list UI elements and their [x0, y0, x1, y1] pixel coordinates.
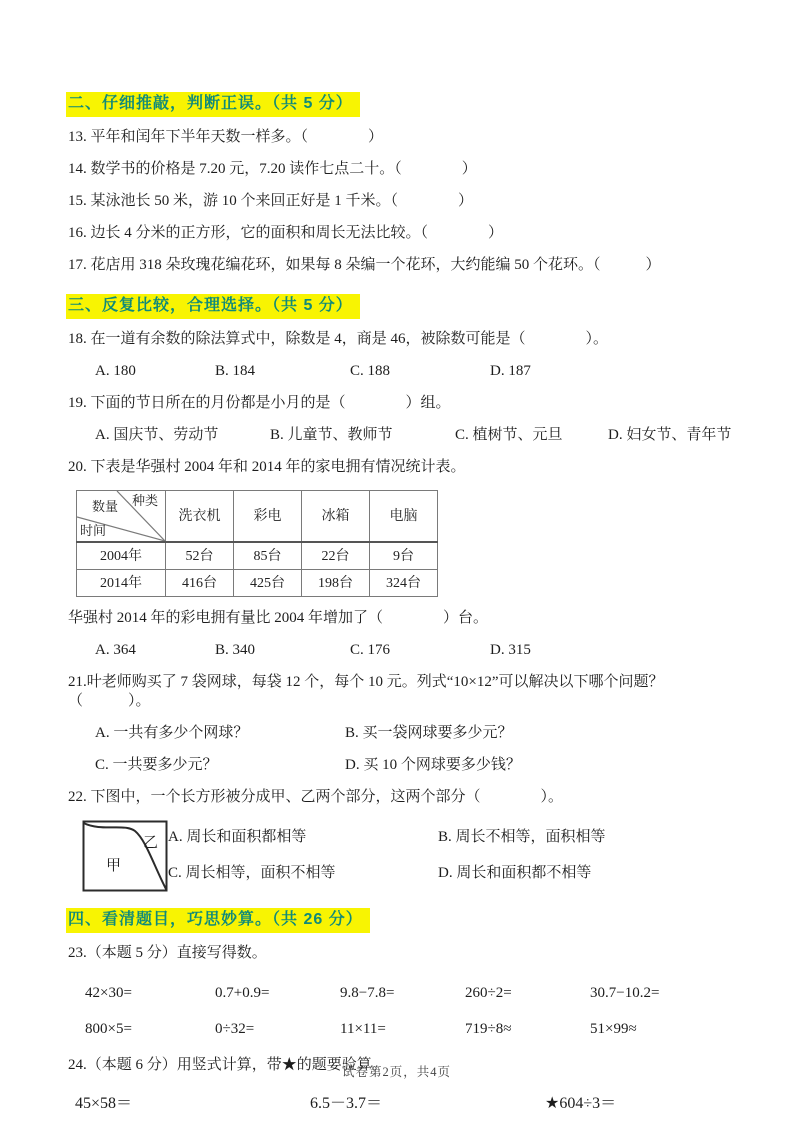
question-21-options	[68, 724, 735, 775]
question-23: 23.（本题 5 分）直接写得数。	[68, 945, 267, 961]
question-20-options	[68, 641, 735, 660]
cell-2004-computer: 9台	[370, 542, 438, 570]
cell-2004-washer: 52台	[166, 542, 234, 570]
q22-option-b: B. 周长不相等，面积相等	[438, 829, 606, 845]
q22-option-d: D. 周长和面积都不相等	[438, 865, 592, 881]
q23-expr-4: 260÷2=	[465, 985, 512, 1001]
row-label-2004: 2004年	[77, 542, 166, 570]
question-22-options	[168, 820, 606, 883]
q23-expr-8: 11×11=	[340, 1021, 386, 1037]
q23-expr-3: 9.8−7.8=	[340, 985, 395, 1001]
q23-expr-1: 42×30=	[85, 985, 132, 1001]
question-18-options	[68, 362, 735, 381]
q22-option-c: C. 周长相等，面积不相等	[168, 865, 336, 881]
q23-expr-10: 51×99≈	[590, 1021, 637, 1037]
cell-2014-washer: 416台	[166, 570, 234, 597]
question-18: 18. 在一道有余数的除法算式中，除数是 4，商是 46，被除数可能是（ ）。	[68, 331, 609, 347]
corner-label-time: 时间	[80, 523, 107, 538]
rectangle-partition-figure	[68, 820, 168, 898]
cell-2014-fridge: 198台	[302, 570, 370, 597]
question-24: 24.（本题 6 分）用竖式计算，带★的题要验算。	[68, 1057, 387, 1073]
q24-expressions	[68, 1094, 735, 1113]
q18-option-a: A. 180	[95, 363, 136, 379]
section-2-title	[66, 92, 735, 117]
question-19-options	[68, 426, 735, 445]
column-header-computer: 电脑	[370, 491, 438, 543]
q21-option-d: D. 买 10 个网球要多少钱？	[345, 757, 521, 773]
q23-expr-9: 719÷8≈	[465, 1021, 512, 1037]
q24-expr-3: ★604÷3＝	[545, 1095, 617, 1112]
q20-option-a: A. 364	[95, 642, 136, 658]
question-21: 21.叶老师购买了 7 袋网球，每袋 12 个，每个 10 元。列式“10×12”可以解决以下哪个问题？（ ）。	[68, 674, 664, 709]
q23-expr-7: 0÷32=	[215, 1021, 255, 1037]
q23-calc-row-2	[68, 1020, 735, 1039]
q23-calc-row-1	[68, 984, 735, 1003]
section-3-title	[66, 294, 735, 319]
section-4-title	[66, 908, 735, 933]
question-15: 15. 某泳池长 50 米，游 10 个来回正好是 1 千米。（ ）	[68, 193, 474, 209]
figure-label-jia: 甲	[106, 858, 122, 874]
table-header-row	[77, 491, 438, 543]
q18-option-d: D. 187	[490, 363, 531, 379]
table-row-2004	[77, 542, 438, 570]
question-14: 14. 数学书的价格是 7.20 元，7.20 读作七点二十。（ ）	[68, 161, 477, 177]
q23-expr-6: 800×5=	[85, 1021, 132, 1037]
q22-option-a: A. 周长和面积都相等	[168, 829, 307, 845]
column-header-washer: 洗衣机	[166, 491, 234, 543]
question-19: 19. 下面的节日所在的月份都是小月的是（ ）组。	[68, 395, 451, 411]
section-4-title-text: 四、看清题目，巧思妙算。（共 26 分）	[66, 908, 370, 933]
q20-option-d: D. 315	[490, 642, 531, 658]
table-row-2014	[77, 570, 438, 597]
figure-label-yi: 乙	[143, 835, 159, 851]
q24-expr-1: 45×58＝	[75, 1095, 133, 1112]
column-header-tv: 彩电	[234, 491, 302, 543]
q19-option-b: B. 儿童节、教师节	[270, 427, 393, 443]
q20-option-b: B. 340	[215, 642, 256, 658]
q20-option-c: C. 176	[350, 642, 391, 658]
q23-expr-5: 30.7−10.2=	[590, 985, 660, 1001]
question-13: 13. 平年和闰年下半年天数一样多。（ ）	[68, 129, 384, 145]
q19-option-a: A. 国庆节、劳动节	[95, 427, 219, 443]
row-label-2014: 2014年	[77, 570, 166, 597]
section-2-title-text: 二、仔细推敲，判断正误。（共 5 分）	[66, 92, 360, 117]
q19-option-d: D. 妇女节、青年节	[608, 427, 732, 443]
question-17: 17. 花店用 318 朵玫瑰花编花环，如果每 8 朵编一个花环，大约能编 50 个花环。（ ）	[68, 257, 661, 273]
question-20-intro: 20. 下表是华强村 2004 年和 2014 年的家电拥有情况统计表。	[68, 459, 466, 475]
cell-2004-fridge: 22台	[302, 542, 370, 570]
q19-option-c: C. 植树节、元旦	[455, 427, 563, 443]
q21-option-a: A. 一共有多少个网球？	[95, 725, 249, 741]
cell-2004-tv: 85台	[234, 542, 302, 570]
question-16: 16. 边长 4 分米的正方形，它的面积和周长无法比较。（ ）	[68, 225, 504, 241]
question-20-text: 华强村 2014 年的彩电拥有量比 2004 年增加了（ ）台。	[68, 610, 489, 626]
question-22-body	[68, 820, 735, 898]
appliance-statistics-table	[76, 490, 438, 597]
q23-expr-2: 0.7+0.9=	[215, 985, 270, 1001]
corner-label-quantity: 数量	[92, 499, 119, 514]
table-corner-cell	[77, 491, 166, 543]
page-footer: 试卷第2页，共4页	[341, 1065, 451, 1079]
q18-option-b: B. 184	[215, 363, 256, 379]
q21-option-b: B. 买一袋网球要多少元？	[345, 725, 513, 741]
q21-option-c: C. 一共要多少元？	[95, 757, 218, 773]
rectangle-partition-drawing	[82, 820, 168, 892]
column-header-fridge: 冰箱	[302, 491, 370, 543]
cell-2014-tv: 425台	[234, 570, 302, 597]
question-22: 22. 下图中，一个长方形被分成甲、乙两个部分，这两个部分（ ）。	[68, 789, 564, 805]
q18-option-c: C. 188	[350, 363, 391, 379]
section-3-title-text: 三、反复比较，合理选择。（共 5 分）	[66, 294, 360, 319]
cell-2014-computer: 324台	[370, 570, 438, 597]
corner-label-category: 种类	[131, 493, 158, 508]
q24-expr-2: 6.5－3.7＝	[310, 1095, 383, 1112]
